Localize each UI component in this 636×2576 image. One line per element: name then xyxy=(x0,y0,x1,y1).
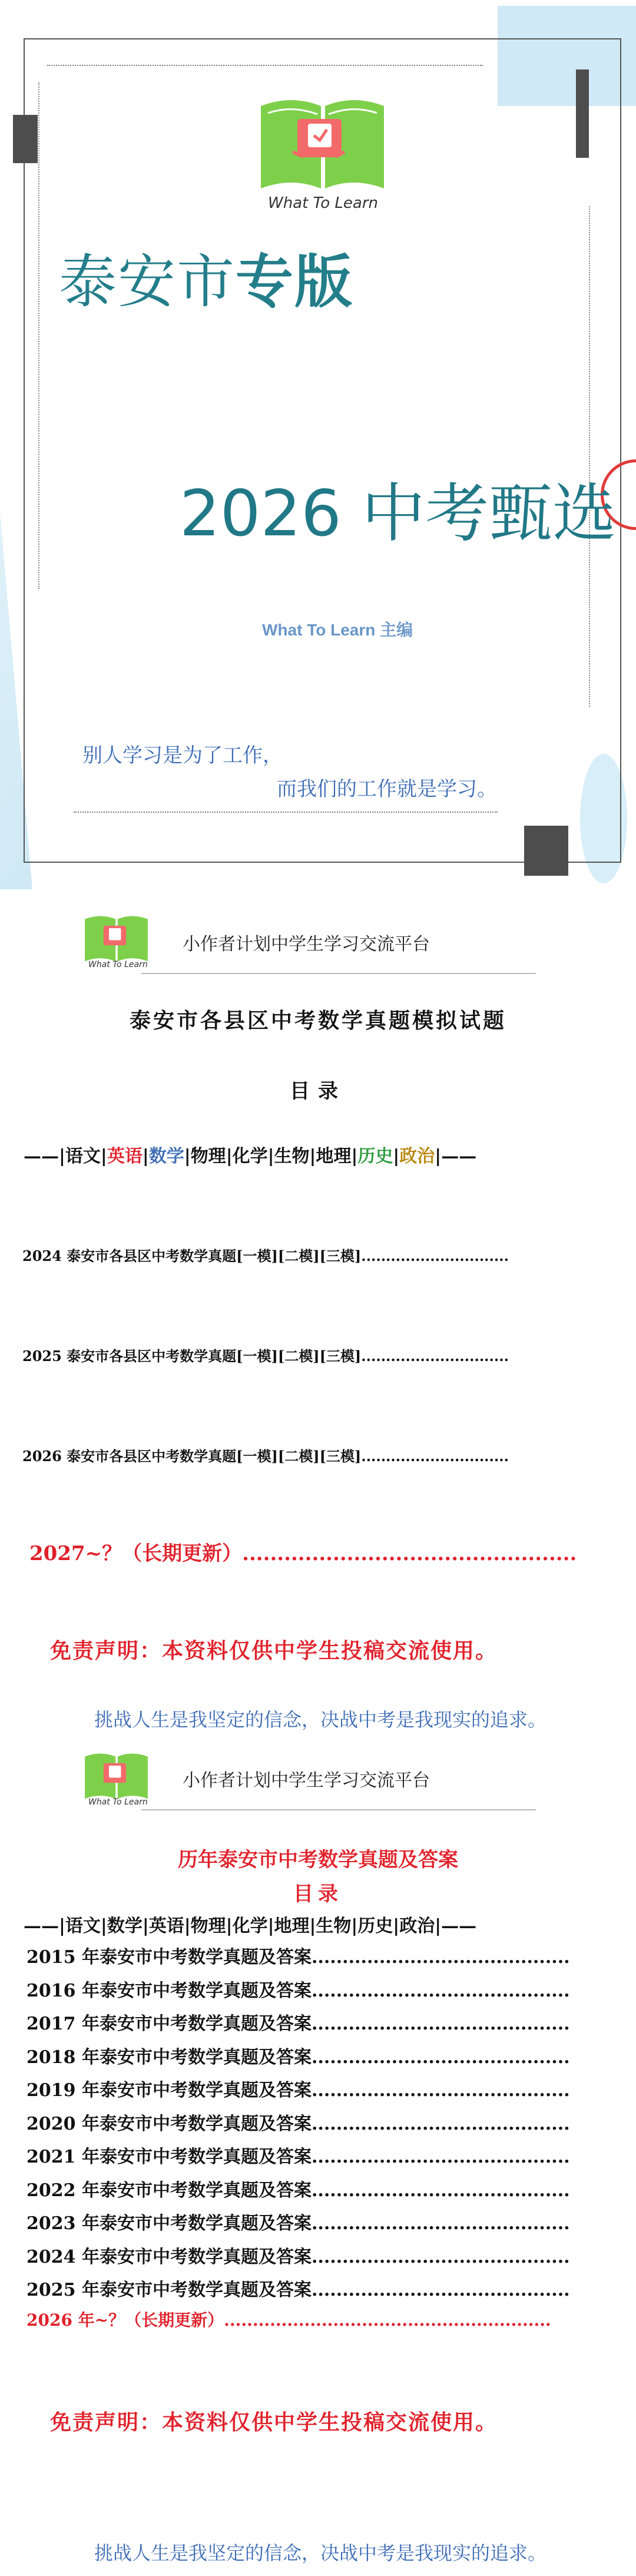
nav-subject[interactable]: 语文 xyxy=(65,1146,101,1167)
nav-separator: | xyxy=(393,1146,400,1167)
platform-name: 小作者计划中学生学习交流平台 xyxy=(183,1770,430,1791)
toc-heading: 目录 xyxy=(290,1080,346,1103)
list-item[interactable]: 2018 年泰安市中考数学真题及答案.......................................... xyxy=(26,2047,570,2068)
motto-line-2: 而我们的工作就是学习。 xyxy=(277,777,497,801)
divider xyxy=(38,82,39,589)
nav-subject[interactable]: 物理 xyxy=(190,1146,226,1167)
list-item[interactable]: 2015 年泰安市中考数学真题及答案.......................................... xyxy=(26,1947,570,1968)
book-logo-icon xyxy=(82,1744,150,1803)
nav-subject[interactable]: 数学 xyxy=(148,1146,184,1167)
disclaimer: 免责声明：本资料仅供中学生投稿交流使用。 xyxy=(50,1638,498,1663)
list-item[interactable]: 2025 泰安市各县区中考数学真题[一模][二模][三模].............................. xyxy=(22,1347,509,1365)
nav-prefix: ——| xyxy=(24,1146,65,1167)
nav-separator: | xyxy=(267,1146,274,1167)
list-item[interactable]: 2024 泰安市各县区中考数学真题[一模][二模][三模].............................. xyxy=(22,1247,509,1264)
nav-subject[interactable]: 历史 xyxy=(357,1146,393,1167)
logo-caption: What To Learn xyxy=(88,960,148,969)
motto-line-1: 别人学习是为了工作， xyxy=(82,744,283,767)
divider xyxy=(47,65,483,66)
logo-caption: What To Learn xyxy=(268,194,379,212)
nav-separator: | xyxy=(184,1146,191,1167)
title-edition: 专版 xyxy=(236,249,354,316)
nav-suffix: |—— xyxy=(435,1146,477,1167)
nav-subject[interactable]: 化学 xyxy=(232,1146,268,1167)
page-title: 历年泰安市中考数学真题及答案 xyxy=(178,1848,458,1872)
logo-caption: What To Learn xyxy=(88,1797,148,1807)
title-city: 泰安市 xyxy=(59,249,236,316)
list-item[interactable]: 2022 年泰安市中考数学真题及答案.......................................... xyxy=(26,2180,570,2201)
nav-subject[interactable]: 英语 xyxy=(107,1146,143,1167)
decorative-bar xyxy=(576,69,589,158)
cover-year-title: 2026 中考甄选 xyxy=(180,477,617,551)
cover-page xyxy=(0,0,636,889)
toc-page-history xyxy=(0,1737,636,2576)
motto: 挑战人生是我坚定的信念，决战中考是我现实的追求。 xyxy=(94,2542,547,2564)
decorative-square xyxy=(524,826,568,876)
book-logo-icon xyxy=(82,907,150,965)
subject-nav xyxy=(24,1141,476,1167)
platform-name: 小作者计划中学生学习交流平台 xyxy=(183,934,430,955)
list-item[interactable]: 2017 年泰安市中考数学真题及答案.......................................... xyxy=(26,2014,570,2034)
nav-items xyxy=(65,1146,435,1167)
subject-nav: ——|语文|数学|英语|物理|化学|地理|生物|历史|政治|—— xyxy=(24,1916,477,1936)
nav-subject[interactable]: 政治 xyxy=(399,1146,435,1167)
header-divider xyxy=(141,973,536,974)
nav-separator: | xyxy=(309,1146,316,1167)
disclaimer: 免责声明：本资料仅供中学生投稿交流使用。 xyxy=(50,2410,498,2435)
list-item[interactable]: 2026 泰安市各县区中考数学真题[一模][二模][三模].............................. xyxy=(22,1448,509,1465)
page-title: 泰安市各县区中考数学真题模拟试题 xyxy=(129,1008,506,1033)
list-item[interactable]: 2021 年泰安市中考数学真题及答案.......................................... xyxy=(26,2147,570,2167)
motto: 挑战人生是我坚定的信念，决战中考是我现实的追求。 xyxy=(94,1708,547,1731)
list-item[interactable]: 2019 年泰安市中考数学真题及答案.......................................... xyxy=(26,2080,570,2101)
nav-separator: | xyxy=(100,1146,107,1167)
cover-title xyxy=(59,236,353,319)
list-item[interactable]: 2023 年泰安市中考数学真题及答案.......................................... xyxy=(26,2213,570,2234)
header-divider xyxy=(141,1809,536,1810)
future-updates[interactable]: 2027~？（长期更新）................................................ xyxy=(29,1542,577,1565)
nav-subject[interactable]: 地理 xyxy=(316,1146,352,1167)
divider xyxy=(589,206,590,707)
nav-separator: | xyxy=(351,1146,358,1167)
list-item[interactable]: 2025 年泰安市中考数学真题及答案.......................................... xyxy=(26,2280,570,2300)
toc-page-county xyxy=(0,889,636,1737)
list-item[interactable]: 2016 年泰安市中考数学真题及答案.......................................... xyxy=(26,1980,570,2001)
book-logo-icon xyxy=(256,82,389,191)
decorative-bar xyxy=(13,115,38,163)
divider xyxy=(74,812,498,813)
list-item[interactable]: 2020 年泰安市中考数学真题及答案.......................................... xyxy=(26,2113,570,2134)
future-updates[interactable]: 2026 年~？（长期更新）......................................................... xyxy=(26,2310,551,2330)
nav-separator: | xyxy=(142,1146,149,1167)
nav-subject[interactable]: 生物 xyxy=(274,1146,310,1167)
nav-separator: | xyxy=(226,1146,233,1167)
toc-heading: 目录 xyxy=(293,1882,343,1906)
list-item[interactable]: 2024 年泰安市中考数学真题及答案.......................................... xyxy=(26,2246,570,2267)
editor-credit: What To Learn 主编 xyxy=(262,621,413,639)
